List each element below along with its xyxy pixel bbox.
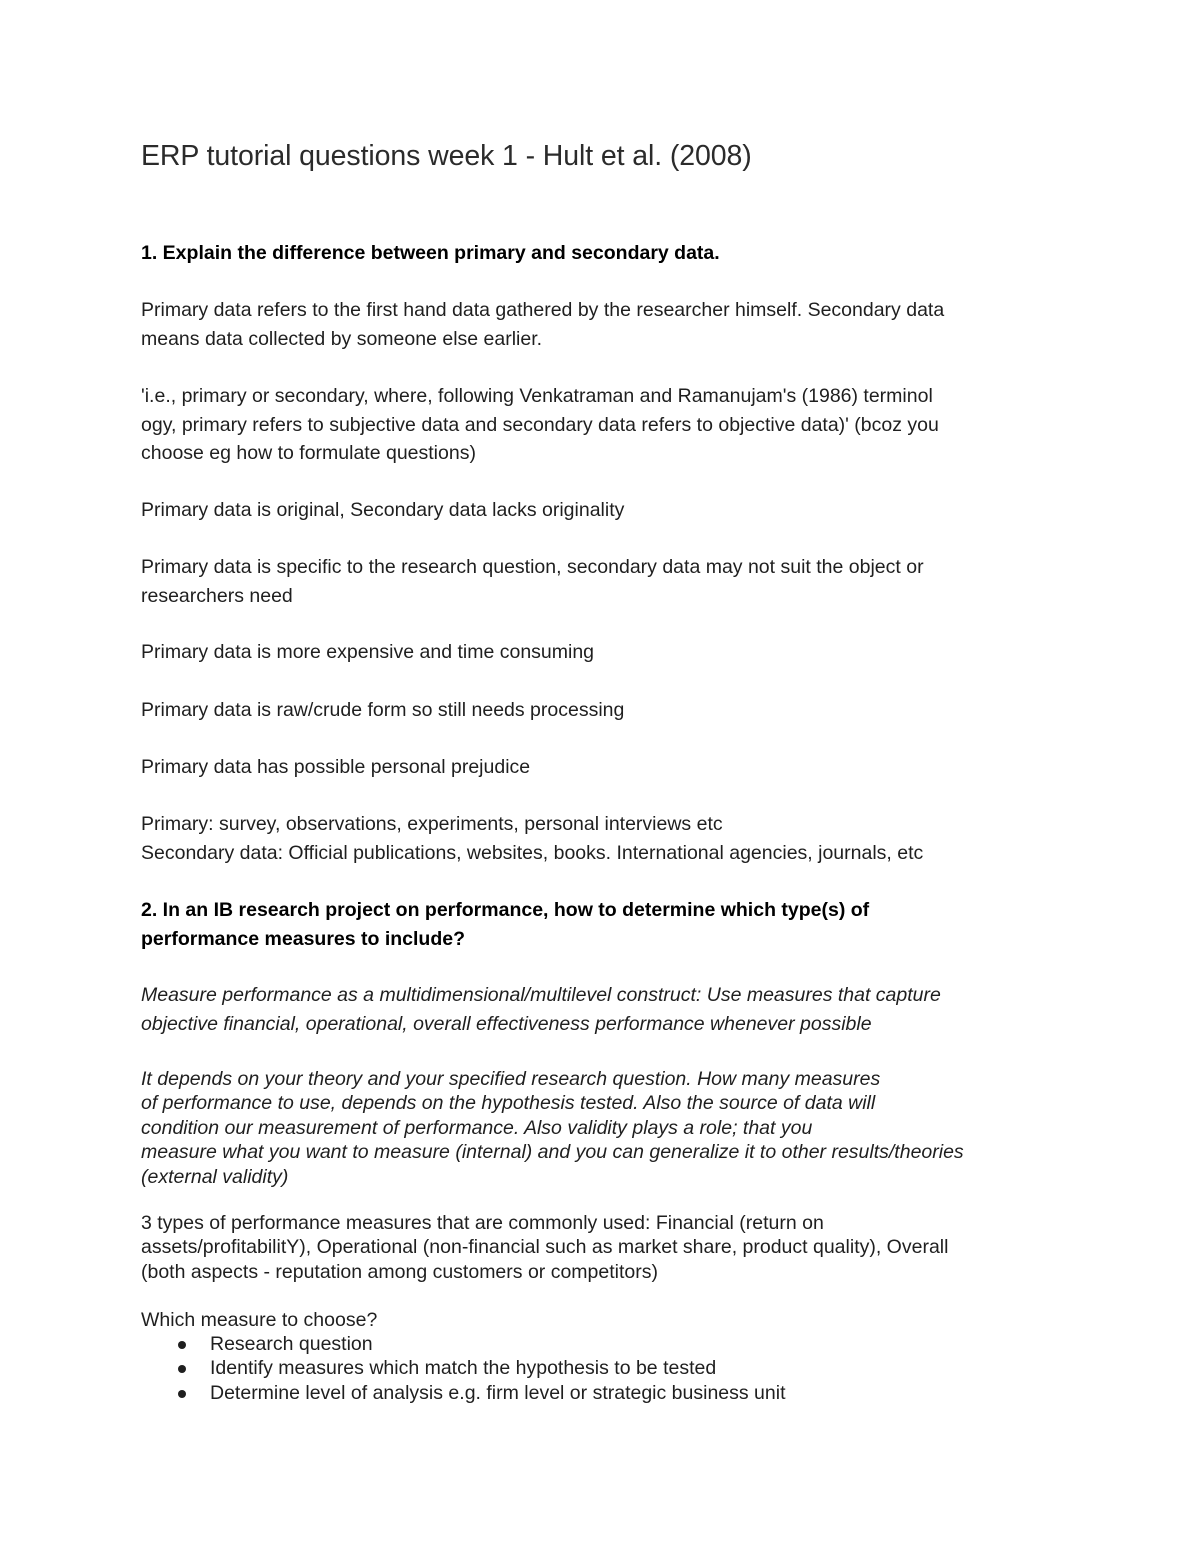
q2-paragraph-3 — [141, 1211, 1041, 1284]
q2-paragraph-1 — [141, 981, 1041, 1038]
bullet-icon — [178, 1365, 186, 1373]
text-line: means data collected by someone else earlier. — [141, 327, 543, 350]
list-item — [141, 1356, 786, 1380]
q1-paragraph-1 — [141, 296, 1041, 353]
text-line: 3 types of performance measures that are commonly used: Financial (return on — [141, 1212, 824, 1234]
text-line: (external validity) — [141, 1165, 289, 1188]
text-line: objective financial, operational, overall effectiveness performance whenever possible — [141, 1012, 872, 1035]
q1-paragraph-3: Primary data is original, Secondary data lacks originality — [141, 499, 625, 521]
q2-paragraph-4: Which measure to choose? — [141, 1309, 378, 1331]
list-item-text: Research question — [210, 1333, 373, 1355]
list-item — [141, 1332, 786, 1356]
q1-paragraph-6: Primary data is raw/crude form so still needs processing — [141, 699, 625, 721]
heading-line: performance measures to include? — [141, 927, 466, 950]
list-item-text: Determine level of analysis e.g. firm level or strategic business unit — [210, 1381, 786, 1404]
bullet-icon — [178, 1341, 186, 1349]
text-line: ogy, primary refers to subjective data and secondary data refers to objective data)' (bcoz you — [141, 413, 939, 436]
q2-paragraph-2 — [141, 1067, 1041, 1189]
text-line: choose eg how to formulate questions) — [141, 442, 476, 465]
q1-paragraph-5: Primary data is more expensive and time consuming — [141, 641, 595, 663]
question-1-heading: 1. Explain the difference between primary and secondary data. — [141, 242, 720, 264]
text-line: 'i.e., primary or secondary, where, following Venkatraman and Ramanujam's (1986) terminol — [141, 385, 933, 407]
text-line: assets/profitabilitY), Operational (non-financial such as market share, product quality), Overall — [141, 1236, 949, 1259]
criteria-list — [141, 1332, 786, 1405]
heading-line: 2. In an IB research project on performance, how to determine which type(s) of — [141, 899, 870, 921]
q1-paragraph-7: Primary data has possible personal prejudice — [141, 756, 531, 778]
q1-paragraph-8 — [141, 810, 1041, 867]
text-line: measure what you want to measure (internal) and you can generalize it to other results/theories — [141, 1141, 964, 1164]
q1-paragraph-2 — [141, 382, 1041, 468]
list-item — [141, 1381, 786, 1405]
question-2-heading — [141, 896, 1041, 953]
text-line: Primary data is specific to the research question, secondary data may not suit the object or — [141, 556, 924, 578]
text-line: Primary: survey, observations, experiments, personal interviews etc — [141, 813, 723, 835]
q1-paragraph-4 — [141, 553, 1041, 610]
list-item-text: Identify measures which match the hypothesis to be tested — [210, 1357, 717, 1380]
text-line: (both aspects - reputation among customers or competitors) — [141, 1260, 658, 1283]
text-line: Secondary data: Official publications, websites, books. International agencies, journals, etc — [141, 841, 924, 864]
text-line: condition our measurement of performance. Also validity plays a role; that you — [141, 1116, 813, 1139]
bullet-icon — [178, 1390, 186, 1398]
text-line: Primary data refers to the first hand data gathered by the researcher himself. Secondary data — [141, 299, 945, 321]
text-line: researchers need — [141, 584, 293, 607]
text-line: Measure performance as a multidimensional/multilevel construct: Use measures that capture — [141, 984, 941, 1006]
document-title: ERP tutorial questions week 1 - Hult et al. (2008) — [141, 140, 752, 172]
text-line: It depends on your theory and your specified research question. How many measures — [141, 1068, 881, 1090]
text-line: of performance to use, depends on the hypothesis tested. Also the source of data will — [141, 1092, 876, 1115]
